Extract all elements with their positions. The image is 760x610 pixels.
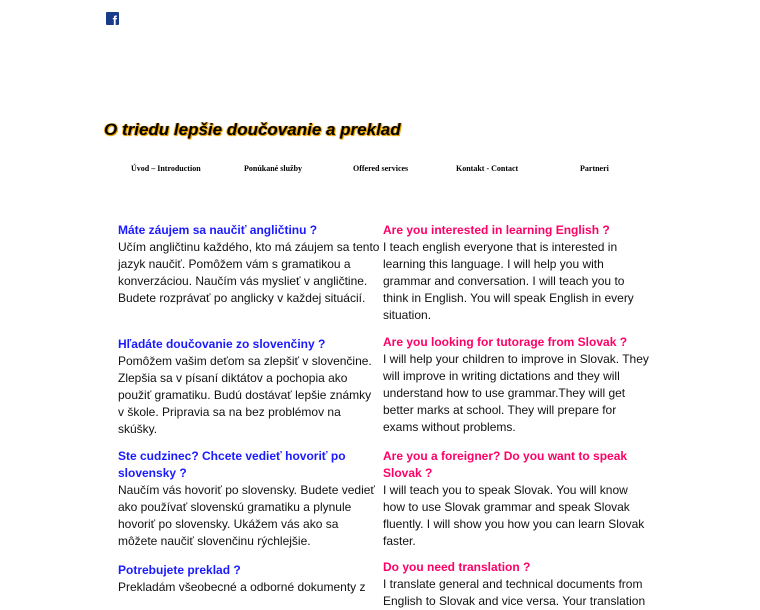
main-nav (0, 164, 760, 178)
nav-contact[interactable]: Kontakt - Contact (456, 164, 519, 173)
section-learn-english-sk (118, 222, 380, 307)
section-text: Pomôžem vašim deťom sa zlepšiť v slovenčine. Zlepšia sa v písaní diktátov a pochopia ako použiť gramatiku. Budú dostávať lepšie známky v škole. Pripravia sa na bez problémov na skúšky. (118, 354, 372, 436)
section-text: Prekladám všeobecné a odborné dokumenty z (118, 580, 366, 594)
section-text: I teach english everyone that is interested in learning this language. I will help you with grammar and conversation. I will teach you to think in English. You will speak English in every situation. (383, 240, 634, 322)
section-text: I will help your children to improve in Slovak. They will improve in writing dictations and they will understand how to use grammar.They will get better marks at school. They will prepare for exams without problems. (383, 352, 649, 434)
section-heading: Are you a foreigner? Do you want to speak Slovak ? (383, 449, 628, 480)
site-title: O triedu lepšie doučovanie a preklad (104, 120, 401, 139)
section-text: Učím angličtinu každého, kto má záujem sa tento jazyk naučiť. Pomôžem vám s gramatikou a konverzáciou. Naučím vás myslieť v angličtine. Budete rozprávať po anglicky v každej situácií. (118, 240, 380, 305)
facebook-icon[interactable]: f (106, 12, 119, 25)
section-heading: Do you need translation ? (383, 560, 531, 574)
section-heading: Are you looking for tutorage from Slovak ? (383, 335, 628, 349)
section-slovak-tutoring-en (383, 334, 651, 436)
section-heading: Potrebujete preklad ? (118, 563, 241, 577)
section-heading: Hľadáte doučovanie zo slovenčiny ? (118, 337, 326, 351)
nav-offered-services[interactable]: Offered services (353, 164, 409, 173)
section-text: I translate general and technical documents from English to Slovak and vice versa. Your translation (383, 577, 646, 608)
section-heading: Ste cudzinec? Chcete vedieť hovoriť po slovensky ? (118, 449, 346, 480)
nav-ponukane-sluzby[interactable]: Ponúkané služby (244, 164, 303, 173)
section-translation-en (383, 559, 651, 610)
section-translation-sk (118, 562, 380, 596)
section-heading: Máte záujem sa naučiť angličtinu ? (118, 223, 318, 237)
section-heading: Are you interested in learning English ? (383, 223, 610, 237)
nav-introduction[interactable]: Úvod – Introduction (131, 164, 201, 173)
section-text: I will teach you to speak Slovak. You will know how to use Slovak grammar and speak Slovak fluently. I will show you how you can learn Slovak faster. (383, 483, 645, 548)
section-learn-english-en (383, 222, 651, 324)
section-foreigner-en (383, 448, 651, 550)
section-slovak-tutoring-sk (118, 336, 380, 438)
section-text: Naučím vás hovoriť po slovensky. Budete vedieť ako používať slovenskú gramatiku a plynule hovoriť po slovensky. Ukážem vás ako sa môžete naučiť slovenčinu rýchlejšie. (118, 483, 375, 548)
section-foreigner-sk (118, 448, 380, 550)
nav-partneri[interactable]: Partneri (580, 164, 609, 173)
